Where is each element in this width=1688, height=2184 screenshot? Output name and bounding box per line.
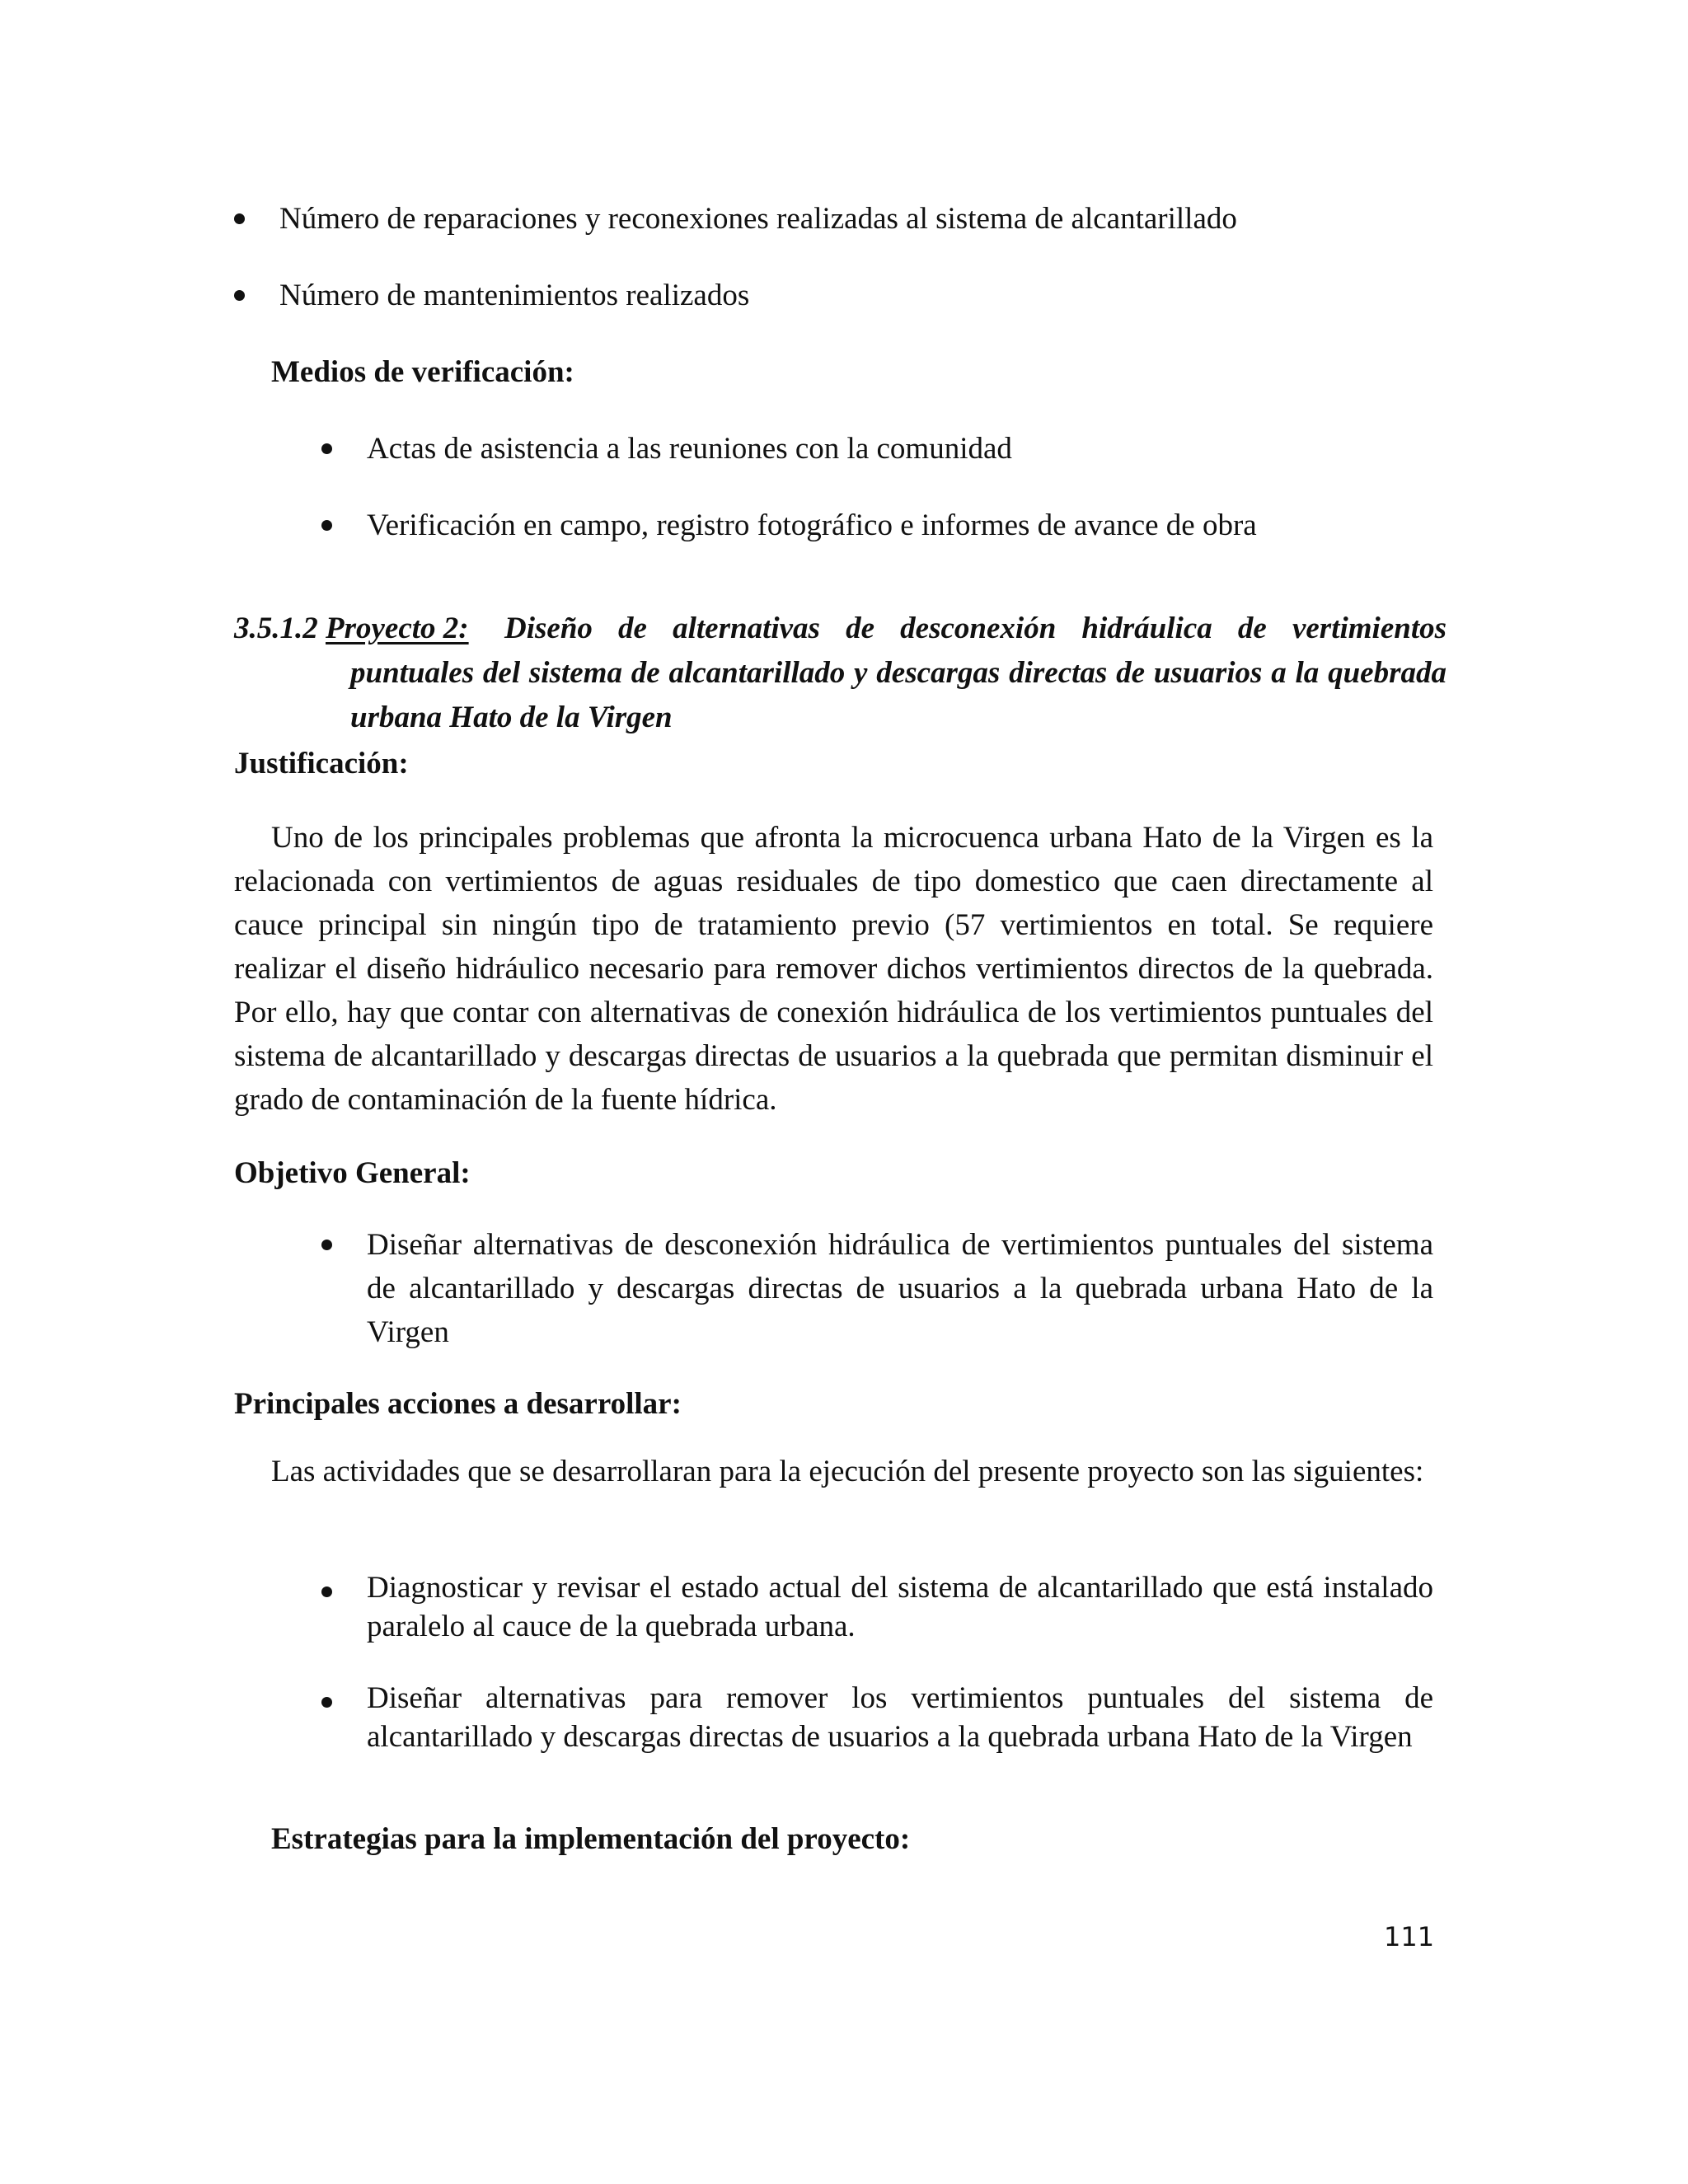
objetivo-heading: Objetivo General: <box>234 1156 471 1190</box>
medios-item-1: Actas de asistencia a las reuniones con la comunidad <box>367 432 1012 466</box>
acciones-item-1: Diagnosticar y revisar el estado actual del sistema de alcantarillado que está instalado paralelo al cauce de la quebrada urbana. <box>367 1571 1433 1643</box>
justificacion-body <box>234 816 1433 1122</box>
section-label: Proyecto 2: <box>326 612 469 645</box>
intro-bullet-2: Número de mantenimientos realizados <box>279 279 750 312</box>
section-title-text <box>350 607 1447 740</box>
acciones-intro-text: Las actividades que se desarrollaran para la ejecución del presente proyecto son las siguientes: <box>271 1455 1424 1488</box>
bullet-icon <box>321 443 332 454</box>
acciones-intro <box>234 1452 1433 1491</box>
acciones-item-2: Diseñar alternativas para remover los vertimientos puntuales del sistema de alcantarillado y descargas directas de usuarios a la quebrada urbana Hato de la Virgen <box>367 1681 1433 1754</box>
intro-bullet-1: Número de reparaciones y reconexiones realizadas al sistema de alcantarillado <box>279 202 1237 236</box>
bullet-icon <box>321 1586 332 1597</box>
bullet-icon <box>321 1240 332 1250</box>
estrategias-heading: Estrategias para la implementación del proyecto: <box>271 1822 911 1856</box>
justificacion-text: Uno de los principales problemas que afronta la microcuenca urbana Hato de la Virgen es la relacionada con vertimientos de aguas residuales de tipo domestico que caen directamente al cauce principal sin ningún tipo de tratamiento previo (57 vertimientos en total. Se requiere realizar el diseño hidráulico necesario para remover dichos vertimientos directos de la quebrada. Por ello, hay que contar con alternativas de conexión hidráulica de los vertimientos puntuales del sistema de alcantarillado y descargas directas de usuarios a la quebrada que permitan disminuir el grado de contaminación de la fuente hídrica. <box>234 821 1433 1117</box>
justificacion-heading: Justificación: <box>234 747 409 780</box>
bullet-icon <box>234 213 245 224</box>
bullet-icon <box>234 290 245 301</box>
acciones-heading: Principales acciones a desarrollar: <box>234 1387 682 1421</box>
section-number: 3.5.1.2 <box>234 612 318 645</box>
bullet-icon <box>321 1697 332 1708</box>
objetivo-item-1: Diseñar alternativas de desconexión hidráulica de vertimientos puntuales del sistema de alcantarillado y descargas directas de usuarios a la quebrada urbana Hato de la Virgen <box>367 1228 1433 1349</box>
bullet-icon <box>321 520 332 531</box>
medios-heading: Medios de verificación: <box>271 355 574 389</box>
page-number: 111 <box>1384 1921 1435 1952</box>
section-title: Diseño de alternativas de desconexión hidráulica de vertimientos puntuales del sistema de alcantarillado y descargas directas de usuarios a la quebrada urbana Hato de la Virgen <box>350 612 1447 734</box>
medios-item-2: Verificación en campo, registro fotográfico e informes de avance de obra <box>367 509 1257 542</box>
